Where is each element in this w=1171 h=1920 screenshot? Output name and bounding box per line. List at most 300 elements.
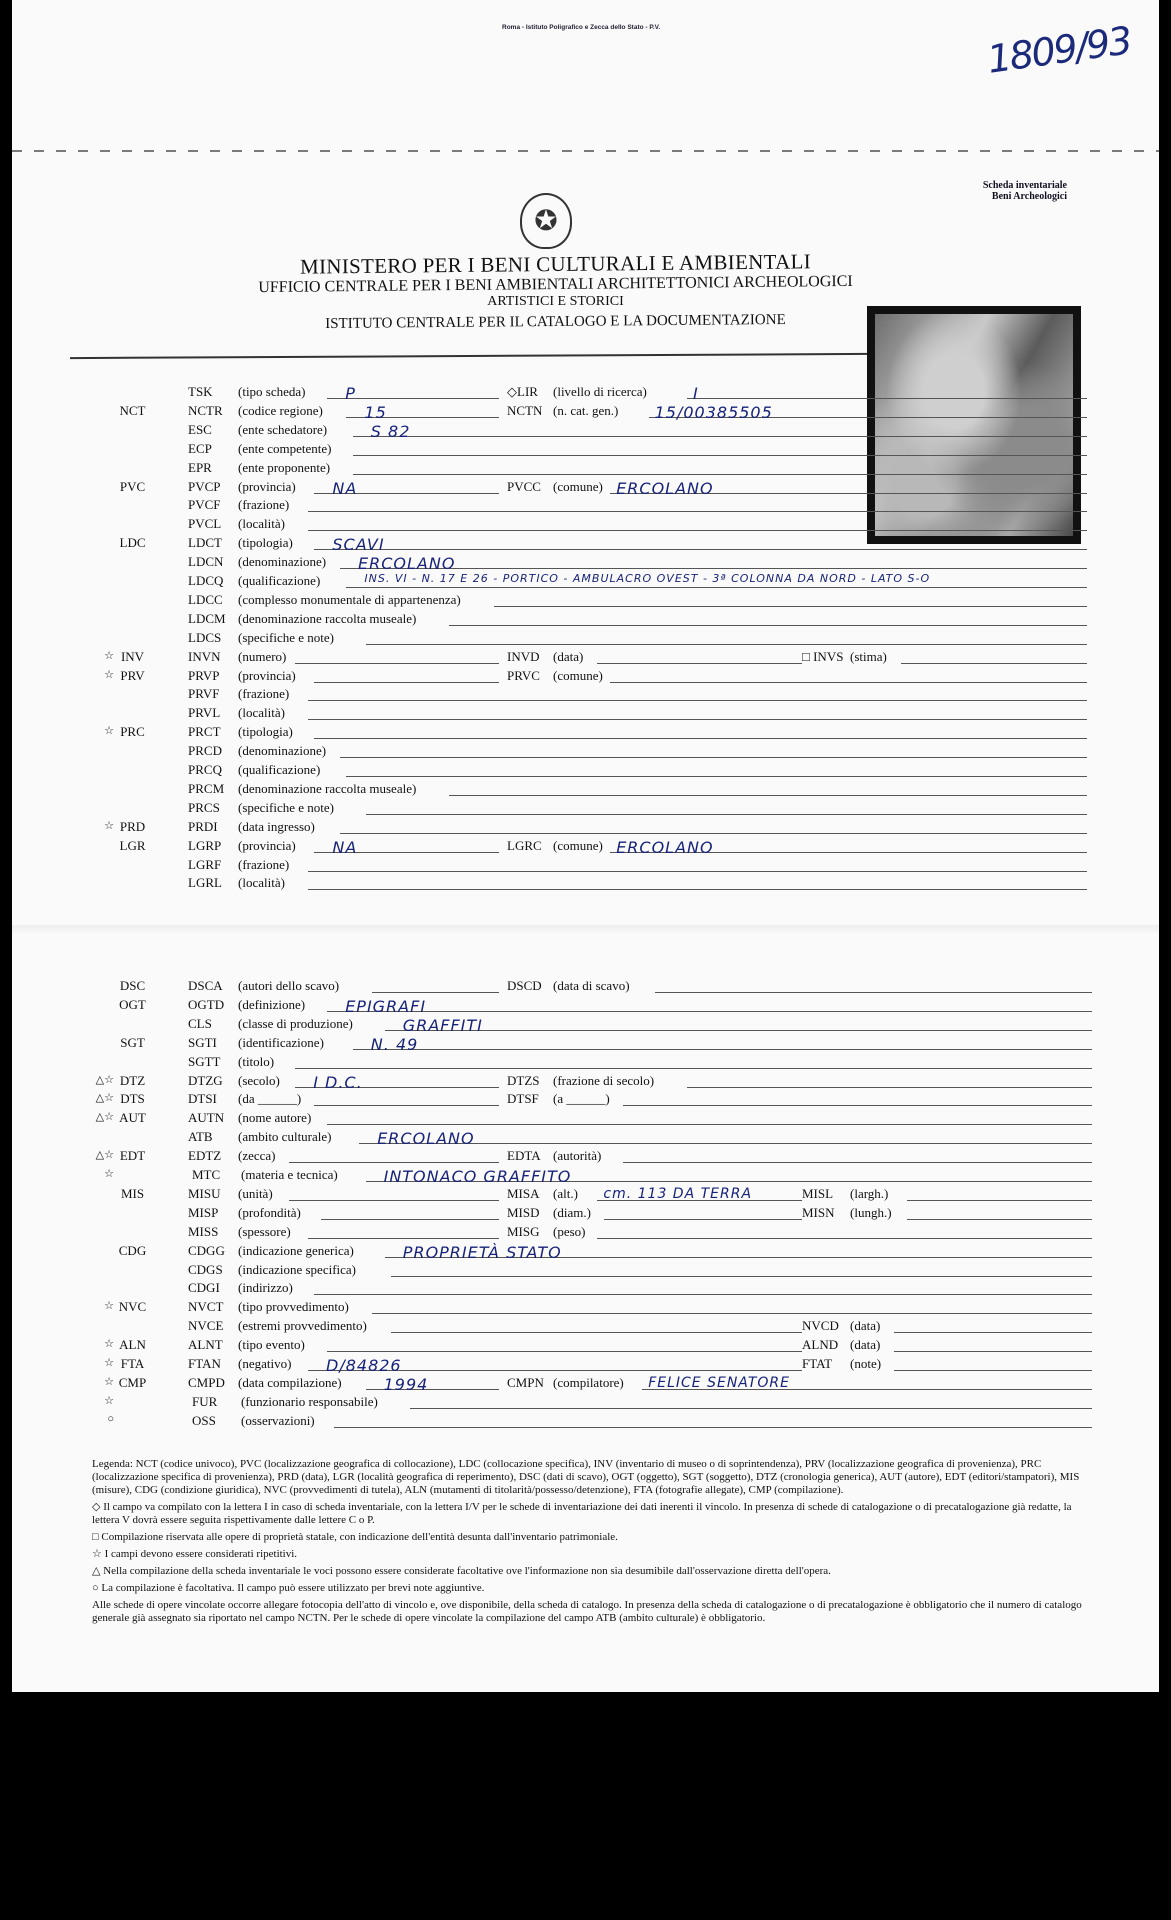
handwritten-value: INTONACO GRAFFITO (383, 1167, 572, 1186)
field-line (597, 663, 802, 664)
form-row (12, 875, 1142, 892)
field-code: LDCC (188, 591, 223, 607)
group-code: DSC (119, 978, 146, 993)
handwritten-value: 1994 (383, 1374, 429, 1394)
field-line (327, 1124, 1092, 1125)
field-code: FTAT (802, 1356, 833, 1371)
field-label: (materia e tecnica) (241, 1167, 338, 1182)
field-code: NVCT (188, 1299, 224, 1315)
field-line (687, 398, 1087, 399)
field-label: (data di scavo) (553, 978, 630, 993)
field-label: (qualificazione) (238, 762, 321, 777)
field-code: MISU (188, 1185, 221, 1201)
field-code: LDCQ (188, 573, 224, 588)
field-label: (comune) (553, 837, 603, 853)
form-row (12, 1356, 1142, 1373)
form-row (12, 1129, 1142, 1149)
repeat-marker: ☆ (104, 725, 114, 738)
form-row (12, 1318, 1142, 1335)
form-row (12, 724, 1142, 741)
form-row (12, 1035, 1142, 1052)
republic-emblem-icon: ✪ (520, 193, 572, 249)
group-code: PRV (120, 667, 145, 683)
form-row (12, 705, 1142, 722)
form-row (12, 1262, 1142, 1279)
field-label: (diam.) (553, 1204, 591, 1220)
form-row (12, 781, 1142, 798)
form-row (12, 573, 1142, 590)
header-rule (70, 353, 870, 359)
group-code: DTZ (119, 1072, 146, 1088)
field-code: PRCT (188, 724, 221, 740)
field-code: CDGG (188, 1242, 225, 1258)
field-line (449, 795, 1087, 796)
field-code: □ INVS (802, 648, 844, 664)
group-code: OGT (119, 996, 146, 1012)
group-code: LGR (119, 837, 146, 853)
field-label: (qualificazione) (238, 573, 321, 588)
field-label: (codice regione) (238, 402, 323, 418)
field-label: (ambito culturale) (238, 1129, 332, 1145)
handwritten-value: NA (332, 478, 358, 498)
form-row (12, 460, 1142, 477)
field-label: (livello di ricerca) (553, 384, 647, 399)
handwritten-value: ERCOLANO (377, 1129, 475, 1149)
field-code: LGRC (507, 837, 542, 853)
field-label: (indicazione generica) (238, 1242, 354, 1258)
field-code: PRCS (188, 799, 220, 815)
field-code: PRVP (188, 667, 220, 683)
handwritten-value: ERCOLANO (616, 478, 714, 498)
field-label: (provincia) (238, 667, 296, 683)
field-label: (estremi provvedimento) (238, 1318, 367, 1334)
field-label: (funzionario responsabile) (241, 1393, 378, 1409)
group-code: NVC (118, 1299, 147, 1315)
field-label: (denominazione) (238, 554, 327, 570)
field-code: MISA (507, 1185, 540, 1201)
form-row (12, 668, 1142, 685)
group-code: AUT (119, 1110, 146, 1126)
group-code: DTS (120, 1091, 145, 1107)
field-label: (località) (238, 875, 285, 891)
field-code: MISD (507, 1204, 540, 1220)
field-line (623, 1105, 1092, 1106)
field-line (410, 1408, 1092, 1409)
form-row (12, 1394, 1142, 1411)
group-code: CDG (118, 1242, 147, 1258)
field-label: (indicazione specifica) (238, 1261, 357, 1277)
handwritten-value: FELICE SENATORE (648, 1374, 790, 1391)
field-line (308, 530, 1087, 531)
handwritten-value: P (345, 384, 356, 403)
institute-title: ISTITUTO CENTRALE PER IL CATALOGO E LA DOCUMENTAZIONE (325, 311, 786, 333)
field-code: PRVL (188, 705, 221, 721)
field-label: (numero) (238, 648, 287, 664)
form-row (12, 1016, 1142, 1033)
handwritten-value: SCAVI (332, 535, 385, 555)
form-row (12, 743, 1142, 760)
group-code: PRD (119, 818, 146, 834)
field-code: DSCD (507, 978, 542, 993)
field-label: (comune) (553, 478, 603, 494)
field-code: OSS (192, 1412, 216, 1428)
field-code: ECP (188, 440, 212, 456)
group-code: LDC (119, 535, 146, 551)
field-label: (località) (238, 516, 285, 532)
field-code: DTSI (188, 1091, 217, 1107)
form-row (12, 1054, 1142, 1071)
legend-paragraph: □ Compilazione riservata alle opere di proprietà statale, con indicazione dell'entità desunta dall'inventario patrimoniale. (92, 1531, 618, 1543)
legend-paragraph: ☆ I campi devono essere considerati ripetitivi. (92, 1548, 298, 1560)
field-code: FTAN (188, 1356, 221, 1371)
field-code: OGTD (188, 996, 225, 1012)
group-code: PRC (120, 724, 145, 740)
field-code: EDTZ (188, 1148, 222, 1164)
field-line (308, 511, 1087, 512)
field-line (314, 549, 1087, 550)
field-code: LDCS (188, 629, 222, 645)
form-row (12, 978, 1142, 995)
field-code: PVCL (188, 516, 222, 532)
field-code: CDGI (188, 1280, 220, 1296)
form-row (12, 997, 1142, 1014)
repeat-marker: ☆ (104, 1168, 114, 1180)
legend-paragraph: △ Nella compilazione della scheda inventariale le voci possono essere considerate facoltative ove l'informazione non sia desumibile dall'osservazione diretta dell'opera. (92, 1565, 831, 1577)
field-code: MTC (192, 1167, 221, 1182)
field-code: LGRL (188, 875, 222, 891)
field-label: (ente competente) (238, 440, 332, 456)
field-line (366, 814, 1087, 815)
field-label: (denominazione raccolta museale) (238, 610, 417, 626)
field-label: (secolo) (238, 1072, 280, 1088)
field-label: (denominazione raccolta museale) (238, 780, 417, 796)
field-line (295, 1068, 1092, 1069)
field-code: LGRP (188, 837, 222, 853)
field-line (314, 738, 1087, 739)
repeat-marker: △☆ (95, 1149, 114, 1162)
field-code: DSCA (188, 978, 223, 993)
field-line (327, 1011, 1092, 1012)
handwritten-value: NA (332, 837, 358, 857)
field-line (687, 1087, 1092, 1088)
field-code: PRCM (188, 780, 225, 796)
field-line (327, 1351, 802, 1352)
field-line (340, 833, 1087, 834)
field-line (314, 682, 499, 683)
repeat-marker: ○ (107, 1412, 114, 1425)
form-row (12, 1243, 1142, 1260)
form-row (12, 762, 1142, 779)
field-code: NCTR (188, 402, 223, 418)
handwritten-value: I (693, 384, 699, 403)
field-code: ALND (802, 1337, 839, 1353)
field-code: LGRF (188, 856, 222, 872)
legend (92, 1458, 1092, 1629)
field-line (314, 1294, 1092, 1295)
field-code: CMPN (507, 1374, 544, 1390)
field-label: (data) (850, 1337, 881, 1353)
field-line (321, 1219, 499, 1220)
field-code: LDCM (188, 610, 226, 626)
field-label: (ente schedatore) (238, 421, 328, 437)
field-line (894, 1351, 1092, 1352)
field-line (372, 1313, 1092, 1314)
field-line (449, 625, 1087, 626)
field-label: (indirizzo) (238, 1280, 293, 1296)
field-label: (località) (238, 705, 285, 721)
form-row (12, 422, 1142, 439)
field-code: TSK (188, 384, 213, 399)
form-row (12, 479, 1142, 496)
field-code: PRCD (188, 743, 222, 759)
field-code: PVCP (188, 478, 221, 494)
group-code: CMP (118, 1374, 147, 1390)
form-row (12, 1110, 1142, 1127)
field-label: (provincia) (238, 478, 296, 494)
form-row (12, 1413, 1142, 1430)
handwritten-value: ERCOLANO (616, 837, 714, 857)
field-line (308, 889, 1087, 890)
field-line (353, 474, 1087, 475)
group-code: INV (120, 648, 145, 664)
field-label: (autorità) (553, 1148, 602, 1164)
field-code: DTSF (507, 1091, 539, 1107)
field-line (308, 700, 1087, 701)
field-label: (frazione) (238, 686, 290, 702)
field-code: PRDI (188, 818, 218, 834)
ministry-office: UFFICIO CENTRALE PER I BENI AMBIENTALI ARCHITETTONICI ARCHEOLOGICI (258, 272, 853, 297)
field-label: (definizione) (238, 996, 306, 1012)
field-line (623, 1162, 1092, 1163)
repeat-marker: ☆ (104, 1394, 114, 1407)
field-line (366, 644, 1087, 645)
group-code: SGT (120, 1034, 145, 1050)
field-code: LDCT (188, 535, 222, 551)
form-row (12, 1299, 1142, 1316)
field-line (901, 663, 1087, 664)
handwritten-value: INS. VI - N. 17 E 26 - PORTICO - AMBULACRO OVEST - 3ª COLONNA DA NORD - LATO S-O (364, 572, 931, 585)
field-label: (data ingresso) (238, 818, 315, 834)
field-line (353, 1049, 1092, 1050)
field-label: (autori dello scavo) (238, 978, 340, 993)
handwritten-value: cm. 113 DA TERRA (603, 1185, 753, 1202)
field-label: (nome autore) (238, 1110, 312, 1126)
group-code: EDT (119, 1148, 146, 1164)
field-line (308, 1238, 499, 1239)
field-label: (note) (850, 1356, 882, 1371)
form-row (12, 1186, 1142, 1203)
ministry-office-cont: ARTISTICI E STORICI (487, 294, 624, 309)
field-line (353, 455, 1087, 456)
field-line (308, 719, 1087, 720)
repeat-marker: ☆ (104, 1338, 114, 1351)
handwritten-value: S 82 (370, 421, 411, 441)
field-label: (osservazioni) (241, 1412, 315, 1428)
handwritten-value: 15/00385505 (654, 402, 773, 422)
ministry-title: MINISTERO PER I BENI CULTURALI E AMBIENTALI (299, 249, 812, 279)
legend-paragraph: Alle schede di opere vincolate occorre allegare fotocopia dell'atto di vincolo e, ove disponibile, della scheda di catalogo. In presenza della scheda di catalogazione o di precatalogazione è obbligatorio che il numero di catalogo generale già assegnato sia riportato nel campo NCTN. Per le schede di opere vincolate la compilazione del campo ATB (ambito culturale) è obbligatorio. (92, 1599, 1082, 1624)
field-line (346, 776, 1087, 777)
field-line (894, 1370, 1092, 1371)
form-row (12, 686, 1142, 703)
form-row (12, 497, 1142, 514)
field-label: (frazione) (238, 856, 290, 872)
form-row (12, 1205, 1142, 1222)
field-label: (n. cat. gen.) (553, 402, 619, 418)
group-code: FTA (120, 1356, 145, 1371)
field-code: INVD (507, 648, 540, 664)
field-line (289, 1200, 499, 1201)
field-label: (denominazione) (238, 743, 327, 759)
form-row (12, 1148, 1142, 1165)
form-row (12, 857, 1142, 874)
group-code: PVC (119, 478, 146, 494)
field-label: (tipo scheda) (238, 384, 306, 399)
form-row (12, 1280, 1142, 1297)
field-code: PRVC (507, 667, 540, 683)
field-line (340, 757, 1087, 758)
repeat-marker: △☆ (95, 1092, 114, 1105)
handwritten-value: GRAFFITI (402, 1015, 483, 1035)
field-code: LDCN (188, 554, 224, 570)
field-label: (negativo) (238, 1356, 292, 1371)
field-code: NVCD (802, 1318, 839, 1334)
field-line (353, 436, 1087, 437)
field-label: (ente proponente) (238, 459, 331, 475)
field-label: (frazione di secolo) (553, 1072, 655, 1088)
field-code: DTZG (188, 1072, 223, 1088)
perforation-line (12, 150, 1159, 152)
form-row (12, 838, 1142, 855)
group-code: ALN (119, 1337, 146, 1353)
field-line (346, 587, 1087, 588)
form-row (12, 403, 1142, 420)
field-label: (alt.) (553, 1185, 578, 1201)
form-row (12, 819, 1142, 836)
field-line (655, 992, 1092, 993)
form-row (12, 630, 1142, 647)
field-line (907, 1219, 1092, 1220)
field-line (314, 1105, 499, 1106)
field-line (289, 1162, 499, 1163)
handwritten-value: EPIGRAFI (345, 996, 427, 1016)
field-label: (zecca) (238, 1148, 276, 1164)
field-code: SGTI (188, 1034, 217, 1050)
field-code: AUTN (188, 1110, 225, 1126)
field-label: (compilatore) (553, 1374, 624, 1390)
field-code: MISN (802, 1204, 835, 1220)
form-row (12, 441, 1142, 458)
schedule-title: Scheda inventariale Beni Archeologici (982, 180, 1067, 202)
field-label: (stima) (850, 648, 887, 664)
field-line (372, 992, 499, 993)
handwritten-value: PROPRIETÀ STATO (402, 1242, 562, 1262)
field-label: (specifiche e note) (238, 799, 335, 815)
field-code: PRVF (188, 686, 220, 702)
field-code: PVCC (507, 478, 541, 494)
field-label: (lungh.) (850, 1204, 892, 1220)
field-label: (tipologia) (238, 724, 293, 740)
handwritten-value: ERCOLANO (358, 554, 456, 574)
field-label: (comune) (553, 667, 603, 683)
field-code: MISS (188, 1223, 219, 1239)
handwritten-value: 15 (364, 402, 387, 422)
field-code: NCTN (507, 402, 543, 418)
field-label: (identificazione) (238, 1034, 324, 1050)
field-code: ◇LIR (507, 384, 538, 399)
form-row (12, 1167, 1142, 1184)
field-line (610, 682, 1087, 683)
form-row (12, 1337, 1142, 1354)
field-code: ATB (188, 1129, 213, 1145)
field-label: (classe di produzione) (238, 1015, 353, 1031)
field-code: ESC (188, 421, 212, 437)
form-row (12, 1091, 1142, 1108)
field-label: (data) (850, 1318, 881, 1334)
field-line (391, 1276, 1092, 1277)
field-label: (a ______) (553, 1091, 610, 1107)
field-label: (specifiche e note) (238, 629, 335, 645)
legend-paragraph: Legenda: NCT (codice univoco), PVC (localizzazione geografica di collocazione), LDC (collocazione specifica), INV (inventario di museo o di soprintendenza), PRV (localizzazione geografica di provenienza), PRC (localizzazione specifica di provenienza), PRD (data), LGR (località geografica di reperimento), DSC (dati di scavo), OGT (oggetto), SGT (soggetto), DTZ (cronologia generica), AUT (autore), EDT (editori/stampatori), MIS (misure), CDG (condizione giuridica), NVC (provvedimenti di tutela), ALN (mutamenti di titolarità/possesso/detenzione), FTA (fotografie allegate), CMP (compilazione). (92, 1458, 1080, 1496)
form-row (12, 384, 1142, 401)
page-fold (12, 925, 1159, 933)
repeat-marker: ☆ (104, 819, 114, 832)
form-row (12, 1375, 1142, 1392)
repeat-marker: △☆ (95, 1073, 114, 1086)
repeat-marker: △☆ (95, 1111, 114, 1124)
inventory-form-sheet (12, 0, 1159, 1692)
field-code: EDTA (507, 1148, 541, 1164)
form-row (12, 611, 1142, 628)
field-label: (tipologia) (238, 535, 293, 551)
field-code: DTZS (507, 1072, 540, 1088)
field-line (391, 1332, 802, 1333)
form-row (12, 554, 1142, 574)
field-code: NVCE (188, 1318, 224, 1334)
field-label: (spessore) (238, 1223, 291, 1239)
repeat-marker: ☆ (104, 668, 114, 681)
field-line (385, 1030, 1092, 1031)
field-label: (da ______) (238, 1091, 302, 1107)
form-row (12, 535, 1142, 555)
repeat-marker: ☆ (104, 1357, 114, 1369)
printer-imprint: Roma - Istituto Poligrafico e Zecca dello Stato - P.V. (502, 24, 661, 31)
handwritten-value: I D.C. (313, 1072, 363, 1092)
field-label: (provincia) (238, 837, 296, 853)
field-label: (peso) (553, 1223, 586, 1239)
field-label: (unità) (238, 1185, 273, 1201)
field-code: CLS (188, 1015, 212, 1031)
group-code: MIS (120, 1185, 145, 1201)
field-label: (data compilazione) (238, 1374, 342, 1390)
form-row (12, 649, 1142, 666)
field-code: PVCF (188, 497, 221, 513)
form-row (12, 800, 1142, 817)
field-line (604, 1219, 802, 1220)
field-code: MISG (507, 1223, 540, 1239)
field-code: ALNT (188, 1337, 223, 1353)
field-label: (tipo evento) (238, 1337, 305, 1353)
field-label: (frazione) (238, 497, 290, 513)
form-row (12, 516, 1142, 533)
field-code: MISP (188, 1204, 219, 1220)
field-line (308, 871, 1087, 872)
field-code: FUR (192, 1393, 218, 1409)
field-line (907, 1200, 1092, 1201)
field-line (295, 663, 499, 664)
field-line (334, 1427, 1092, 1428)
legend-paragraph: ◇ Il campo va compilato con la lettera I in caso di scheda inventariale, con la lettera I/V per le schede di inventariazione dei dati inerenti il vincolo. In presenza di schede di catalogazione o di precatalogazione già redatte, la lettera V dovrà essere seguita rispettivamente dalle lettere C o P. (92, 1501, 1072, 1526)
